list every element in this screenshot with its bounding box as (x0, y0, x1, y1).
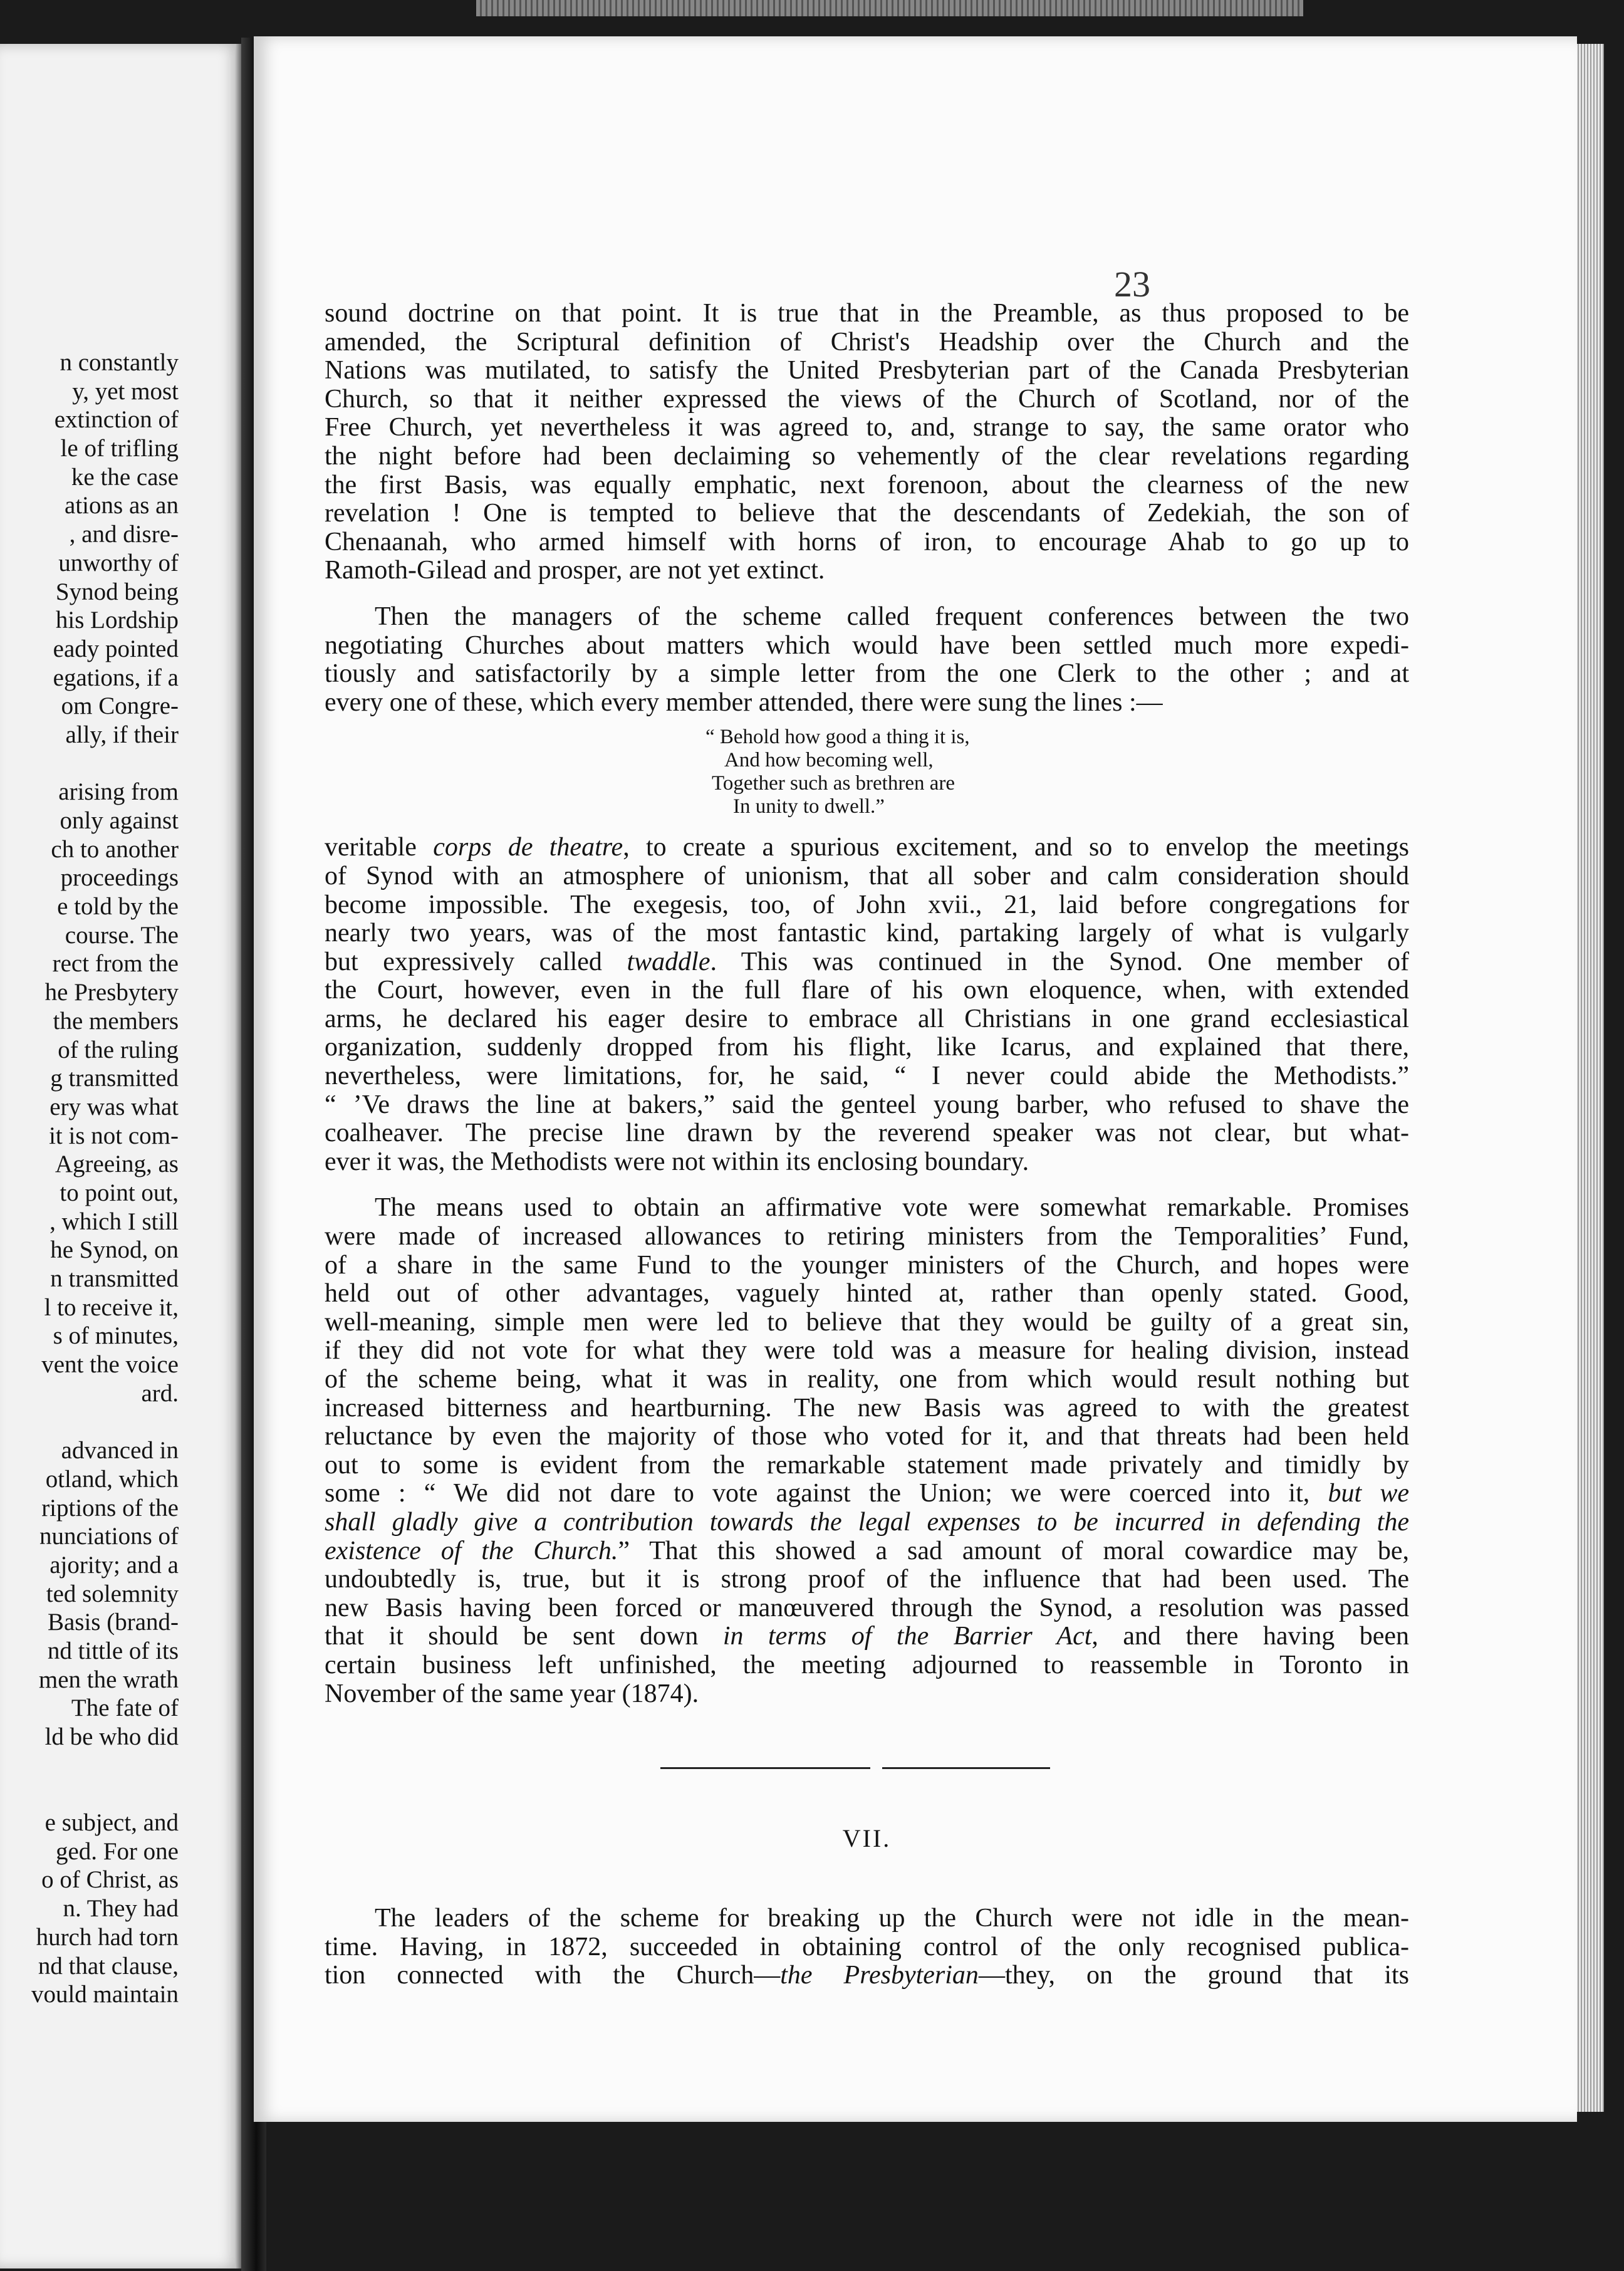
text-line: arms, he declared his eager desire to embrace all Christians in one grand ecclesiastical (325, 1004, 1409, 1033)
text-line: the first Basis, was equally emphatic, next forenoon, about the clearness of the new (325, 470, 1409, 499)
text-line: of the scheme being, what it was in reality, one from which would result nothing but (325, 1365, 1409, 1394)
left-page-line (0, 1780, 179, 1809)
left-page-line: only against (60, 807, 179, 834)
text-line: nevertheless, were limitations, for, he said, “ I never could abide the Methodists.” (325, 1062, 1409, 1091)
left-page-line: Basis (brand- (47, 1609, 179, 1636)
left-page-line: The fate of (71, 1694, 179, 1722)
text-line: some : “ We did not dare to vote against the Union; we were coerced into it, but we (325, 1479, 1409, 1508)
text-line: organization, suddenly dropped from his flight, like Icarus, and explained that there, (325, 1033, 1409, 1062)
text-line: increased bitterness and heartburning. The new Basis was agreed to with the greatest (325, 1393, 1409, 1423)
left-page-line: unworthy of (58, 549, 179, 577)
left-page-line: ch to another (51, 835, 179, 863)
left-page-line: his Lordship (55, 607, 179, 634)
text-line: the Court, however, even in the full flare of his own eloquence, when, with extended (325, 976, 1409, 1005)
left-page-line: Agreeing, as (55, 1151, 179, 1178)
text-line (325, 1508, 1409, 1537)
left-page-line: Synod being (55, 578, 179, 605)
left-page-line: extinction of (54, 406, 179, 434)
text-line: Then the managers of the scheme called frequent conferences between the two (375, 602, 1409, 631)
left-page-line: n constantly (60, 349, 179, 376)
section-divider (325, 1740, 1409, 1796)
text-line: were made of increased allowances to retiring ministers from the Temporalities’ Fund, (325, 1222, 1409, 1251)
left-page-line: ally, if their (65, 721, 179, 748)
text-line: tion connected with the Church—the Presbyterian—they, on the ground that its (325, 1961, 1409, 1990)
left-page-line: he Synod, on (50, 1236, 179, 1264)
left-page-line: nunciations of (39, 1523, 179, 1550)
text-line: Chenaanah, who armed himself with horns of iron, to encourage Ahab to go up to (325, 527, 1409, 556)
left-page-line: proceedings (60, 864, 179, 892)
section-heading: VII. (842, 1824, 892, 1853)
left-page-line: le of trifling (60, 435, 179, 462)
text-line: ever it was, the Methodists were not within its enclosing boundary. (325, 1147, 1029, 1176)
text-line: existence of the Church.” That this showed a sad amount of moral cowardice may be, (325, 1536, 1410, 1565)
text-line: of a share in the same Fund to the younger ministers of the Church, and hopes were (325, 1250, 1409, 1280)
left-page-line: to point out, (60, 1179, 179, 1206)
left-page-line: ged. For one (55, 1837, 179, 1865)
left-page-line: nd that clause, (38, 1952, 179, 1980)
left-page-line: arising from (58, 778, 179, 806)
text-line: The leaders of the scheme for breaking up the Church were not idle in the mean- (375, 1904, 1409, 1933)
text-line: amended, the Scriptural definition of Christ's Headship over the Church and the (325, 327, 1409, 357)
left-page-edge (235, 44, 241, 2268)
text-line: reluctance by even the majority of those who voted for it, and that threats had been held (325, 1422, 1409, 1451)
text-line: out to some is evident from the remarkable statement made privately and timidly by (325, 1450, 1409, 1480)
text-line: nearly two years, was of the most fantastic kind, partaking largely of what is vulgarly (325, 919, 1409, 948)
text-line: time. Having, in 1872, succeeded in obtaining control of the only recognised publica- (325, 1932, 1409, 1961)
text-line: Free Church, yet nevertheless it was agreed to, and, strange to say, the same orator who (325, 413, 1409, 442)
text-line: Nations was mutilated, to satisfy the United Presbyterian part of the Canada Presbyterian (325, 356, 1409, 385)
scan-top-edge (476, 0, 1303, 16)
text-line: held out of other advantages, vaguely hinted at, rather than openly stated. Good, (325, 1279, 1409, 1308)
text-line: every one of these, which every member attended, there were sung the lines :— (325, 687, 1163, 717)
paragraph-5 (325, 1904, 1409, 1990)
left-page-line: ations as an (65, 492, 179, 519)
text-line: Church, so that it neither expressed the views of the Church of Scotland, nor of the (325, 384, 1409, 414)
verse-line: In unity to dwell.” (733, 795, 885, 818)
verse-line: “ Behold how good a thing it is, (705, 726, 970, 749)
left-page-line (0, 1752, 179, 1780)
text-line: revelation ! One is tempted to believe that the descendants of Zedekiah, the son of (325, 499, 1409, 528)
verse-line: And how becoming well, (724, 749, 934, 772)
text-line: undoubtedly is, true, but it is strong proof of the influence that had been used. The (325, 1565, 1409, 1594)
text-line: coalheaver. The precise line drawn by the reverend speaker was not clear, but what- (325, 1119, 1409, 1148)
left-page-line: hurch had torn (36, 1923, 179, 1951)
left-facing-page (0, 44, 241, 2268)
text-line: if they did not vote for what they were told was a measure for healing division, instead (325, 1336, 1409, 1365)
left-page-line: o of Christ, as (41, 1866, 179, 1894)
left-page-line: of the ruling (58, 1036, 179, 1063)
text-line: well-meaning, simple men were led to believe that they would be guilty of a great sin, (325, 1307, 1409, 1337)
text-line: veritable corps de theatre, to create a spurious excitement, and so to envelop the meetings (325, 833, 1410, 862)
left-page-line: the members (53, 1007, 179, 1035)
text-line: the night before had been declaiming so vehemently of the clear revelations regarding (325, 441, 1409, 471)
italic-phrase: shall gladly give a contribution towards the legal expenses to be incurred in defending the (325, 1507, 1409, 1537)
left-page-line: n transmitted (50, 1265, 179, 1292)
left-page-line: course. The (65, 921, 179, 949)
left-page-line: he Presbytery (44, 979, 179, 1006)
italic-phrase: in terms of the Barrier Act (722, 1622, 1092, 1651)
text-line: certain business left unfinished, the meeting adjourned to reassemble in Toronto in (325, 1650, 1409, 1679)
left-page-line: ajority; and a (49, 1551, 179, 1579)
left-page-line: ted solemnity (46, 1580, 179, 1607)
left-page-line: advanced in (61, 1437, 179, 1464)
left-page-line: nd tittle of its (47, 1637, 179, 1664)
text-line: Ramoth-Gilead and prosper, are not yet extinct. (325, 556, 825, 585)
paragraph-3 (325, 833, 1409, 1176)
left-page-line: rect from the (52, 950, 179, 978)
left-page-line: men the wrath (38, 1666, 179, 1693)
left-page-line: n. They had (63, 1895, 179, 1923)
left-page-line: riptions of the (41, 1494, 179, 1522)
divider-rule (882, 1767, 1050, 1769)
left-page-line: , which I still (49, 1208, 179, 1235)
text-line: of Synod with an atmosphere of unionism, that all sober and calm consideration should (325, 861, 1409, 890)
text-line: sound doctrine on that point. It is true that in the Preamble, as thus proposed to be (325, 299, 1409, 328)
text-line: that it should be sent down in terms of the Barrier Act, and there having been (325, 1622, 1409, 1651)
quoted-verse (325, 726, 1409, 818)
left-page-line: vent the voice (41, 1351, 179, 1379)
paragraph-4 (325, 1194, 1409, 1708)
left-page-text (0, 348, 179, 2009)
text-line: “ ’Ve draws the line at bakers,” said the genteel young barber, who refused to shave the (325, 1090, 1409, 1119)
left-page-line: g transmitted (50, 1065, 179, 1092)
text-line: negotiating Churches about matters which would have been settled much more expedi- (325, 630, 1409, 660)
left-page-line (0, 749, 179, 778)
left-page-line: s of minutes, (53, 1322, 179, 1350)
italic-phrase: but we (1328, 1479, 1409, 1508)
left-page-line: it is not com- (49, 1122, 179, 1149)
verse-line: Together such as brethren are (712, 772, 955, 795)
left-page-line (0, 1407, 179, 1436)
left-page-line: ery was what (49, 1093, 179, 1120)
left-page-line: eady pointed (53, 635, 179, 662)
page-body (325, 300, 1409, 1990)
left-page-line: ld be who did (44, 1723, 179, 1750)
paragraph-1 (325, 300, 1409, 585)
italic-phrase: corps de theatre (433, 833, 623, 862)
text-line: tiously and satisfactorily by a simple letter from the one Clerk to the other ; and at (325, 659, 1409, 689)
italic-phrase: the Presbyterian (780, 1961, 979, 1990)
left-page-line: om Congre- (61, 692, 179, 720)
left-page-line: ard. (141, 1379, 179, 1407)
left-page-line: , and disre- (69, 521, 179, 548)
left-page-line: y, yet most (72, 377, 179, 405)
left-page-line: ke the case (71, 463, 179, 491)
left-page-line: l to receive it, (44, 1293, 179, 1321)
italic-phrase: existence of the Church. (325, 1536, 618, 1565)
left-page-line: egations, if a (53, 664, 179, 691)
left-page-line: e subject, and (44, 1809, 179, 1837)
text-line: become impossible. The exegesis, too, of John xvii., 21, laid before congregations for (325, 890, 1409, 919)
text-line: The means used to obtain an affirmative vote were somewhat remarkable. Promises (375, 1193, 1409, 1223)
left-page-line: vould maintain (31, 1981, 179, 2008)
left-page-line: otland, which (45, 1465, 179, 1493)
paragraph-2 (325, 603, 1409, 717)
text-line: but expressively called twaddle. This was continued in the Synod. One member of (325, 947, 1409, 976)
text-line: November of the same year (1874). (325, 1679, 699, 1708)
divider-rule (660, 1767, 870, 1769)
page-number: 23 (1114, 264, 1150, 305)
text-line: new Basis having been forced or manœuvered through the Synod, a resolution was passed (325, 1593, 1409, 1622)
italic-phrase: twaddle (627, 947, 710, 976)
left-page-line: e told by the (57, 893, 179, 921)
